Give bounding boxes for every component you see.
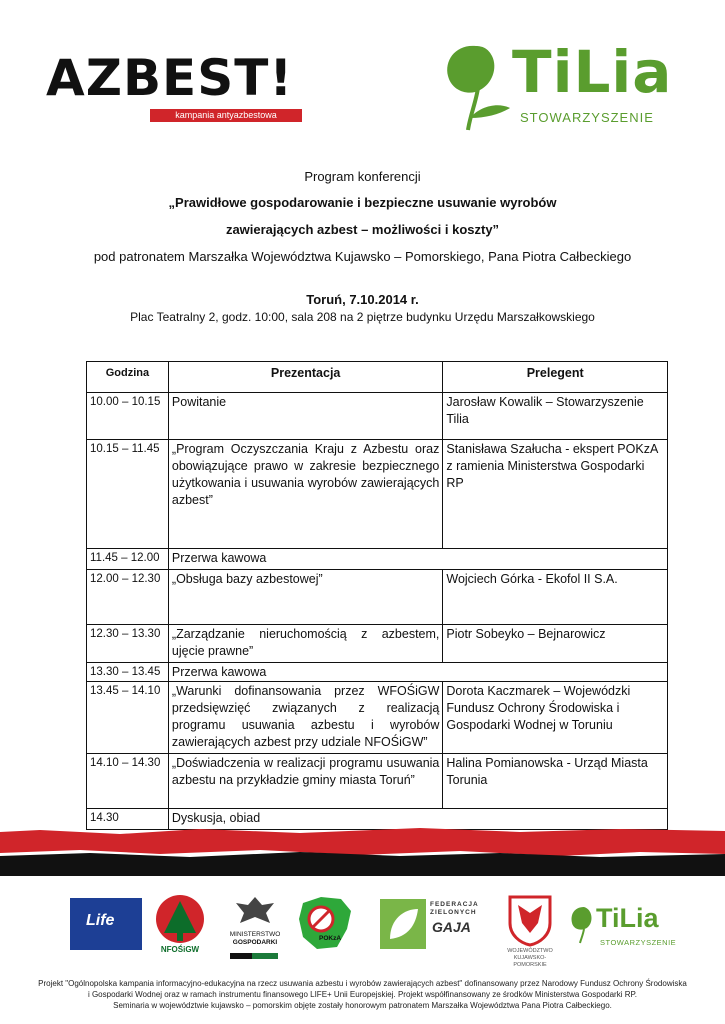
azbest-logo [46, 49, 294, 125]
ministry-logo [224, 893, 286, 963]
azbest-logo-text: AZBEST! [46, 49, 294, 107]
program-heading: Program konferencji [304, 169, 421, 184]
row-time: 13.45 – 14.10 [87, 682, 169, 754]
row-talk: Dyskusja, obiad [168, 809, 667, 830]
conference-date: Toruń, 7.10.2014 r. [306, 292, 419, 307]
table-row [87, 754, 668, 809]
pokza-label: POKzA [319, 935, 342, 942]
azbest-tagline: kampania antyazbestowa [150, 109, 302, 122]
row-time: 11.45 – 12.00 [87, 549, 169, 570]
table-row [87, 625, 668, 663]
row-time: 12.00 – 12.30 [87, 570, 169, 625]
tilia-small-sub: STOWARZYSZENIE [600, 938, 677, 947]
eagle-icon [224, 893, 286, 929]
patronage-line: pod patronatem Marszałka Województwa Kujawsko – Pomorskiego, Pana Piotra Całbeckiego [93, 249, 632, 264]
table-row [87, 570, 668, 625]
poland-map-icon [297, 893, 353, 953]
footer-note [20, 978, 705, 1011]
footer-line-1: Projekt "Ogólnopolska kampania informacyjno-edukacyjna na rzecz usuwania azbestu i wyrobów zawierających azbest" dofinansowany przez Narodowy Fundusz Ochrony Środowiska [38, 979, 687, 988]
kujawsko-pomorskie-label [500, 948, 560, 969]
coat-of-arms-icon [504, 893, 556, 947]
tree-icon [152, 893, 208, 945]
row-speaker: Jarosław Kowalik – Stowarzyszenie Tilia [443, 393, 668, 440]
row-talk: „Warunki dofinansowania przez WFOŚiGW przedsięwzięć związanych z realizacją programu usuwania azbestu i wyrobów zawierających azbest przy udziale NFOŚiGW” [168, 682, 442, 754]
table-row [87, 663, 668, 682]
footer-line-2: i Gospodarki Wodnej oraz w ramach instrumentu finansowego LIFE+ Unii Europejskiej. Projekt współfinansowany ze środków Ministerstwa Gospodarki RP. [87, 990, 638, 999]
row-time: 13.30 – 13.45 [87, 663, 169, 682]
pokza-logo [297, 893, 353, 963]
gaja-leaf-icon [380, 899, 426, 955]
ministry-label-2: GOSPODARKI [232, 939, 278, 946]
tilia-small-name: TiLia [596, 903, 659, 933]
footer-line-3: Seminaria w województwie kujawsko – pomorskim objęte zostały honorowym patronatem Marszałka Województwa Pana Piotra Całbeckiego. [113, 1001, 612, 1010]
table-row [87, 440, 668, 549]
tilia-logo-subtitle: STOWARZYSZENIE [520, 110, 654, 125]
gaja-top-label-2: ZIELONYCH [430, 909, 477, 916]
ministry-label [224, 931, 286, 947]
gaja-top-label [430, 901, 479, 917]
header-presentation: Prezentacja [168, 362, 442, 393]
row-time: 10.15 – 11.45 [87, 440, 169, 549]
brush-stripe [0, 826, 725, 876]
conference-venue: Plac Teatralny 2, godz. 10:00, sala 208 na 2 piętrze budynku Urzędu Marszałkowskiego [130, 310, 595, 324]
conference-title-line1: „Prawidłowe gospodarowanie i bezpieczne usuwanie wyrobów [168, 195, 557, 210]
table-row [87, 682, 668, 754]
row-time: 14.10 – 14.30 [87, 754, 169, 809]
row-time: 14.30 [87, 809, 169, 830]
table-header-row [87, 362, 668, 393]
ministry-label-1: MINISTERSTWO [229, 931, 281, 938]
kujawsko-pomorskie-label-1: WOJEWÓDZTWO [507, 948, 553, 954]
header-hour: Godzina [87, 362, 169, 393]
kujawsko-pomorskie-label-2: KUJAWSKO-POMORSKIE [513, 955, 547, 968]
row-speaker: Dorota Kaczmarek – Wojewódzki Fundusz Ochrony Środowiska i Gospodarki Wodnej w Toruniu [443, 682, 668, 754]
tilia-logo-text: TiLia [512, 38, 673, 106]
tilia-logo [440, 38, 673, 135]
program-table [86, 361, 668, 830]
kujawsko-pomorskie-logo [504, 893, 556, 968]
row-talk: „Obsługa bazy azbestowej” [168, 570, 442, 625]
nfosigw-label: NFOŚiGW [160, 945, 200, 954]
tilia-leaf-icon-small [570, 905, 598, 945]
tilia-leaf-icon [440, 40, 515, 135]
eu-life-label: Life [86, 912, 115, 929]
row-talk: „Program Oczyszczania Kraju z Azbestu oraz obowiązujące prawo w zakresie bezpiecznego użytkowania i usuwania wyrobów zawierających azbest” [168, 440, 442, 549]
table-row [87, 393, 668, 440]
row-talk: Przerwa kawowa [168, 549, 667, 570]
nfosigw-logo [152, 893, 208, 963]
row-time: 12.30 – 13.30 [87, 625, 169, 663]
gaja-logo [380, 893, 480, 963]
row-talk: „Zarządzanie nieruchomością z azbestem, ujęcie prawne” [168, 625, 442, 663]
tilia-logo-small [570, 893, 680, 963]
conference-title-line2: zawierających azbest – możliwości i koszty” [225, 222, 500, 237]
row-speaker: Wojciech Górka - Ekofol II S.A. [443, 570, 668, 625]
row-talk: Powitanie [168, 393, 442, 440]
row-speaker: Stanisława Szałucha - ekspert POKzA z ramienia Ministerstwa Gospodarki RP [443, 440, 668, 549]
gaja-name: GAJA [432, 919, 471, 935]
table-row [87, 549, 668, 570]
eu-life-logo [70, 898, 142, 950]
row-time: 10.00 – 10.15 [87, 393, 169, 440]
row-speaker: Piotr Sobeyko – Bejnarowicz [443, 625, 668, 663]
ministry-flag-icon [224, 951, 286, 961]
row-talk: Przerwa kawowa [168, 663, 667, 682]
gaja-top-label-1: FEDERACJA [430, 901, 479, 908]
row-speaker: Halina Pomianowska - Urząd Miasta Torunia [443, 754, 668, 809]
row-talk: „Doświadczenia w realizacji programu usuwania azbestu na przykładzie gminy miasta Toruń” [168, 754, 442, 809]
header-speaker: Prelegent [443, 362, 668, 393]
